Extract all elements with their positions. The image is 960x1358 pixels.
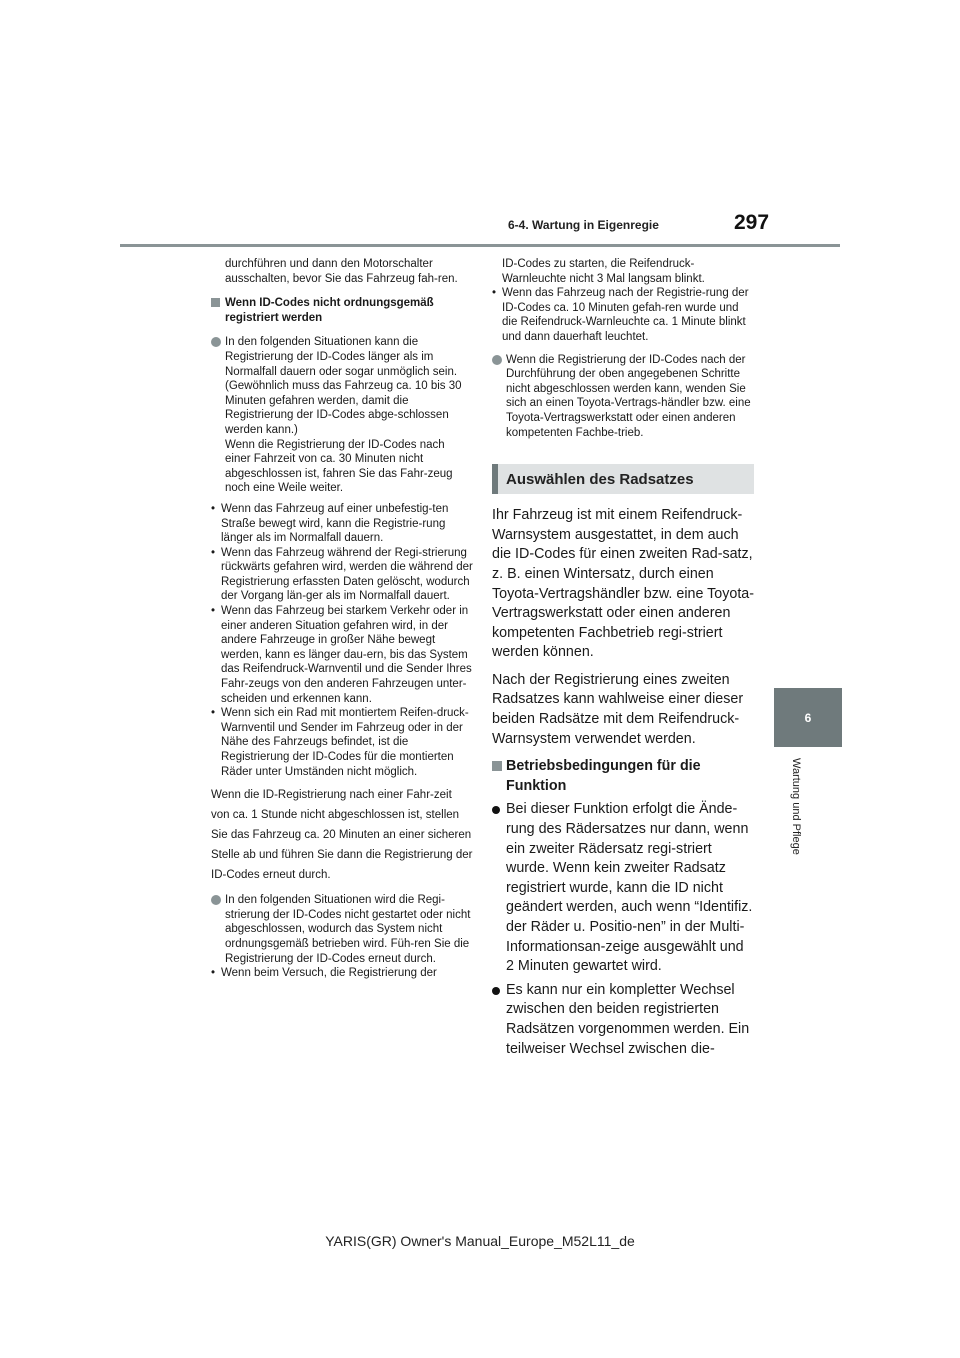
circle-bullet-icon	[211, 337, 221, 347]
section-heading-text: Auswählen des Radsatzes	[506, 470, 694, 488]
square-bullet-icon	[211, 298, 220, 307]
header-section-title: 6-4. Wartung in Eigenregie	[508, 218, 659, 232]
footer-manual-id: YARIS(GR) Owner's Manual_Europe_M52L11_de	[325, 1233, 635, 1249]
bullet-situations-delay	[211, 335, 473, 496]
list-item: Bei dieser Funktion erfolgt die Ände-rung des Rädersatzes nur dann, wenn ein zweiter Rädersatz regi-striert wurde. Wenn kein zweiter Radsatz registriert wurde, kann die ID nicht geändert werden, auch wenn “Identifiz. der Räder u. Positio-nen” in der Multi-Informationsan-zeige ausgewählt und 2 Minuten gewartet wird.	[492, 800, 754, 976]
intro-text: durchführen und dann den Motorschalter ausschalten, bevor Sie das Fahrzeug fah-ren.	[225, 258, 458, 285]
circle-bullet-icon	[211, 895, 221, 905]
list-item: • Wenn beim Versuch, die Registrierung der	[211, 967, 437, 980]
heading-accent-bar	[492, 464, 498, 494]
body-paragraph: Nach der Registrierung eines zweiten Radsatzes kann wahlweise einer dieser beiden Radsätze mit dem Reifendruck-Warnsystem verwendet werden.	[492, 671, 744, 747]
bullet-contact-dealer	[492, 353, 754, 441]
left-column	[211, 257, 473, 981]
list-item: • Wenn das Fahrzeug auf einer unbefestig-ten Straße bewegt wird, kann die Registrie-rung länger als im Normalfall dauern.	[211, 502, 449, 545]
filled-bullet-icon	[492, 987, 500, 995]
subheading-operating-conditions	[492, 757, 754, 796]
right-column	[492, 257, 754, 1059]
bullet-text: Wenn die Registrierung der ID-Codes nach der Durchführung der oben angegebenen Schritte nicht abgeschlossen werden kann, wenden Sie sich an einen Toyota-Vertrags-händler bzw. eine Toyota-Vertragswerkstatt oder einen anderen kompetenten Fachbe-trieb.	[506, 353, 751, 439]
list-item: • Wenn das Fahrzeug bei starkem Verkehr oder in einer anderen Situation gefahren wird, in der andere Fahrzeuge in großer Nähe bewegt werden, kann es länger dau-ern, bis das System das Reifendruck-Warnventil und die Sender Ihres Fahr-zeugs von den anderen Fahrzeugen unter-scheiden und erkennen kann.	[211, 605, 472, 705]
list-item: Es kann nur ein kompletter Wechsel zwischen den beiden registrierten Radsätzen vorgenommen werden. Ein teilweiser Wechsel zwischen die-	[492, 981, 754, 1059]
bullet-registration-failed	[211, 893, 473, 966]
chapter-tab[interactable]: 6	[774, 688, 842, 747]
filled-bullet-icon	[492, 806, 500, 814]
bullet-text: In den folgenden Situationen wird die Regi-strierung der ID-Codes nicht gestartet oder nicht abgeschlossen, wodurch das System nicht ordnungsgemäß betrieben wird. Füh-ren Sie die Registrierung der ID-Codes erneut durch.	[225, 894, 471, 965]
subheading-text: Betriebsbedingungen für die Funktion	[506, 758, 701, 794]
delay-list	[211, 502, 473, 779]
bullet-text: In den folgenden Situationen kann die Registrierung der ID-Codes länger als im Normalfall dauern oder sogar unmöglich sein. (Gewöhnlich muss das Fahrzeug ca. 10 bis 30 Minuten gefahren werden, damit die Registrierung der ID-Codes abge-schlossen werden kann.)	[225, 336, 462, 436]
list-item: • Wenn sich ein Rad mit montiertem Reifen-druck-Warnventil und Sender im Fahrzeug oder in der Nähe des Fahrzeugs befindet, ist die Registrierung der ID-Codes für die montierten Räder unter Umständen nicht möglich.	[211, 707, 469, 778]
body-paragraph: Ihr Fahrzeug ist mit einem Reifendruck-Warnsystem ausgestattet, in dem auch die ID-Codes für einen zweiten Rad-satz, z. B. einen Wintersatz, durch einen Toyota-Vertragshändler bzw. eine Toyota-Vertragswerkstatt oder einen anderen kompetenten Fachbetrieb regi-striert werden können.	[492, 507, 754, 661]
bullet-text-continued: Wenn die Registrierung der ID-Codes nach einer Fahrzeit von ca. 30 Minuten nicht abgeschlossen ist, fahren Sie das Fahr-zeug noch eine Weile weiter.	[225, 438, 453, 495]
header-divider	[120, 244, 840, 247]
circle-bullet-icon	[492, 355, 502, 365]
page-number: 297	[734, 211, 770, 234]
subheading-text: Wenn ID-Codes nicht ordnungsgemäß registriert werden	[225, 297, 434, 324]
list-item: • Wenn das Fahrzeug während der Regi-strierung rückwärts gefahren wird, werden die während der Registrierung erfassten Daten gelöscht, wodurch der Vorgang län-ger als im Normalfall dauert.	[211, 546, 473, 603]
subheading-id-codes	[211, 296, 473, 325]
list-item: • Wenn das Fahrzeug nach der Registrie-rung der ID-Codes ca. 10 Minuten gefah-ren wurde und die Reifendruck-Warnleuchte ca. 1 Minute blinkt und dann dauerhaft leuchtet.	[492, 287, 749, 343]
note-text: Wenn die ID-Registrierung nach einer Fahr-zeit von ca. 1 Stunde nicht abgeschlossen ist, stellen Sie das Fahrzeug ca. 20 Minuten an einer sicheren Stelle ab und führen Sie dann die Registrierung der ID-Codes erneut durch.	[211, 789, 473, 882]
section-heading	[492, 464, 754, 494]
square-bullet-icon	[492, 761, 502, 771]
continued-text: ID-Codes zu starten, die Reifendruck-Warnleuchte nicht 3 Mal langsam blinkt.	[502, 258, 705, 285]
chapter-label: Wartung und Pflege	[790, 758, 802, 855]
